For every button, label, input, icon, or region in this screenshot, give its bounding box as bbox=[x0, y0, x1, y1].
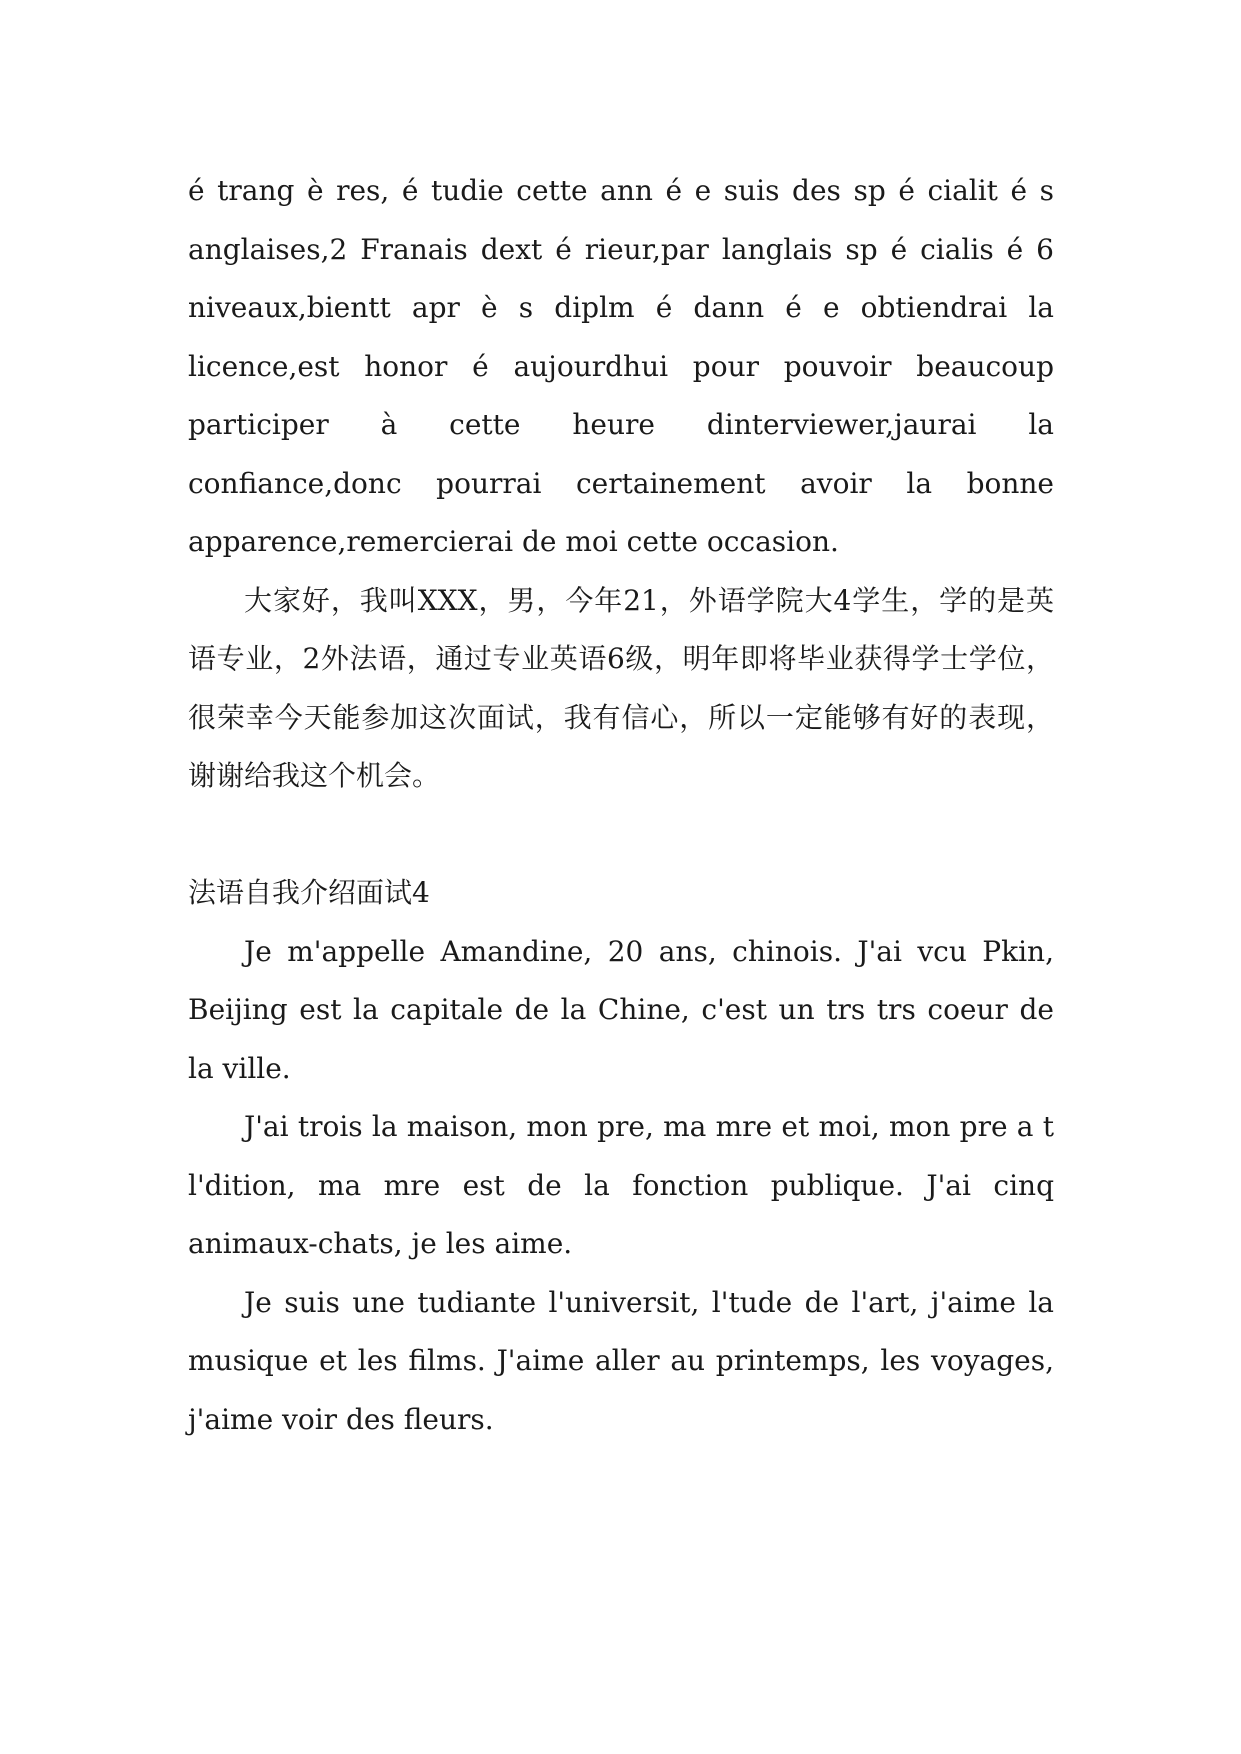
section-heading: 法语自我介绍面试4 bbox=[188, 876, 430, 909]
paragraph-french-intro-continued: é trang è res, é tudie cette ann é e suis des sp é cialit é s anglaises,2 Franais dext é rieur,par langlais sp é cialis é 6 niveaux,bientt apr è s diplm é dann é e obtiendrai la licence,est honor é aujourdhui pour pouvoir beaucoup participer à cette heure dinterviewer,jaurai la confiance,donc pourrai certainement avoir la bonne apparence,remercierai de moi cette occasion. bbox=[188, 174, 1054, 558]
paragraph-chinese-intro: 大家好，我叫XXX，男，今年21，外语学院大4学生，学的是英语专业，2外法语，通过专业英语6级，明年即将毕业获得学士学位，很荣幸今天能参加这次面试，我有信心，所以一定能够有好的表现，谢谢给我这个机会。 bbox=[188, 583, 1054, 792]
paragraph-family: J'ai trois la maison, mon pre, ma mre et moi, mon pre a t l'dition, ma mre est de la fonction publique. J'ai cinq animaux-chats, je les aime. bbox=[188, 1110, 1054, 1260]
paragraph-studies-hobbies: Je suis une tudiante l'universit, l'tude de l'art, j'aime la musique et les films. J'aime aller au printemps, les voyages, j'aime voir des fleurs. bbox=[188, 1285, 1054, 1436]
document-body bbox=[188, 162, 1054, 1449]
paragraph-amandine-intro: Je m'appelle Amandine, 20 ans, chinois. J'ai vcu Pkin, Beijing est la capitale de la Chine, c'est un trs trs coeur de la ville. bbox=[188, 934, 1054, 1085]
